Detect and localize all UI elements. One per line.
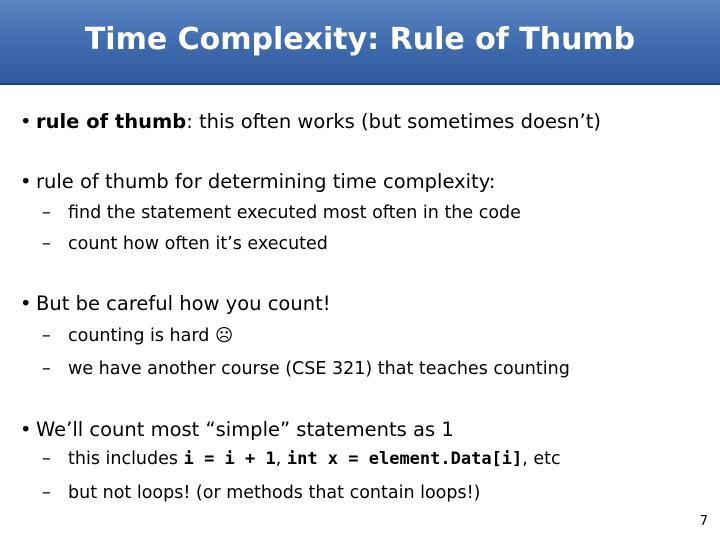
bullet-simple-statements: [20, 418, 454, 441]
bullet-determining: [20, 170, 495, 193]
bullet-text: But be careful how you count!: [36, 292, 331, 315]
dash-glyph: –: [42, 203, 51, 223]
frown-icon: ☹: [214, 326, 234, 346]
bullet-text: We’ll count most “simple” statements as 1: [36, 418, 454, 441]
dash-glyph: –: [42, 326, 51, 346]
subbullet-suffix: , etc: [522, 449, 561, 469]
subbullet-text: but not loops! (or methods that contain loops!): [68, 483, 481, 503]
subbullet-text: find the statement executed most often in the code: [68, 203, 521, 223]
bullet-text: rule of thumb for determining time complexity:: [36, 170, 496, 193]
code-snippet-increment: i = i + 1: [183, 449, 276, 469]
subbullet-counting-hard: [42, 326, 233, 346]
dash-glyph: –: [42, 234, 51, 254]
bullet-glyph: •: [20, 110, 32, 133]
dash-glyph: –: [42, 359, 51, 379]
subbullet-this-includes: [42, 449, 561, 469]
bullet-be-careful: [20, 292, 331, 315]
dash-glyph: –: [42, 483, 51, 503]
subbullet-find-statement: [42, 203, 521, 223]
code-snippet-assignment: int x = element.Data[i]: [286, 449, 523, 469]
subbullet-count-often: [42, 234, 328, 254]
bullet-glyph: •: [20, 170, 32, 193]
bullet-bold-term: rule of thumb: [36, 110, 187, 133]
bullet-glyph: •: [20, 292, 32, 315]
dash-glyph: –: [42, 449, 51, 469]
subbullet-text: count how often it’s executed: [68, 234, 328, 254]
slide-title: Time Complexity: Rule of Thumb: [84, 22, 636, 57]
subbullet-not-loops: [42, 483, 480, 503]
subbullet-text: counting is hard: [68, 326, 210, 346]
bullet-rule-of-thumb: [20, 110, 601, 133]
page-number: 7: [699, 514, 708, 529]
subbullet-another-course: [42, 359, 570, 379]
subbullet-separator: ,: [275, 449, 287, 469]
subbullet-prefix: this includes: [68, 449, 184, 469]
bullet-text: : this often works (but sometimes doesn’t): [186, 110, 601, 133]
bullet-glyph: •: [20, 418, 32, 441]
subbullet-text: we have another course (CSE 321) that teaches counting: [68, 359, 570, 379]
